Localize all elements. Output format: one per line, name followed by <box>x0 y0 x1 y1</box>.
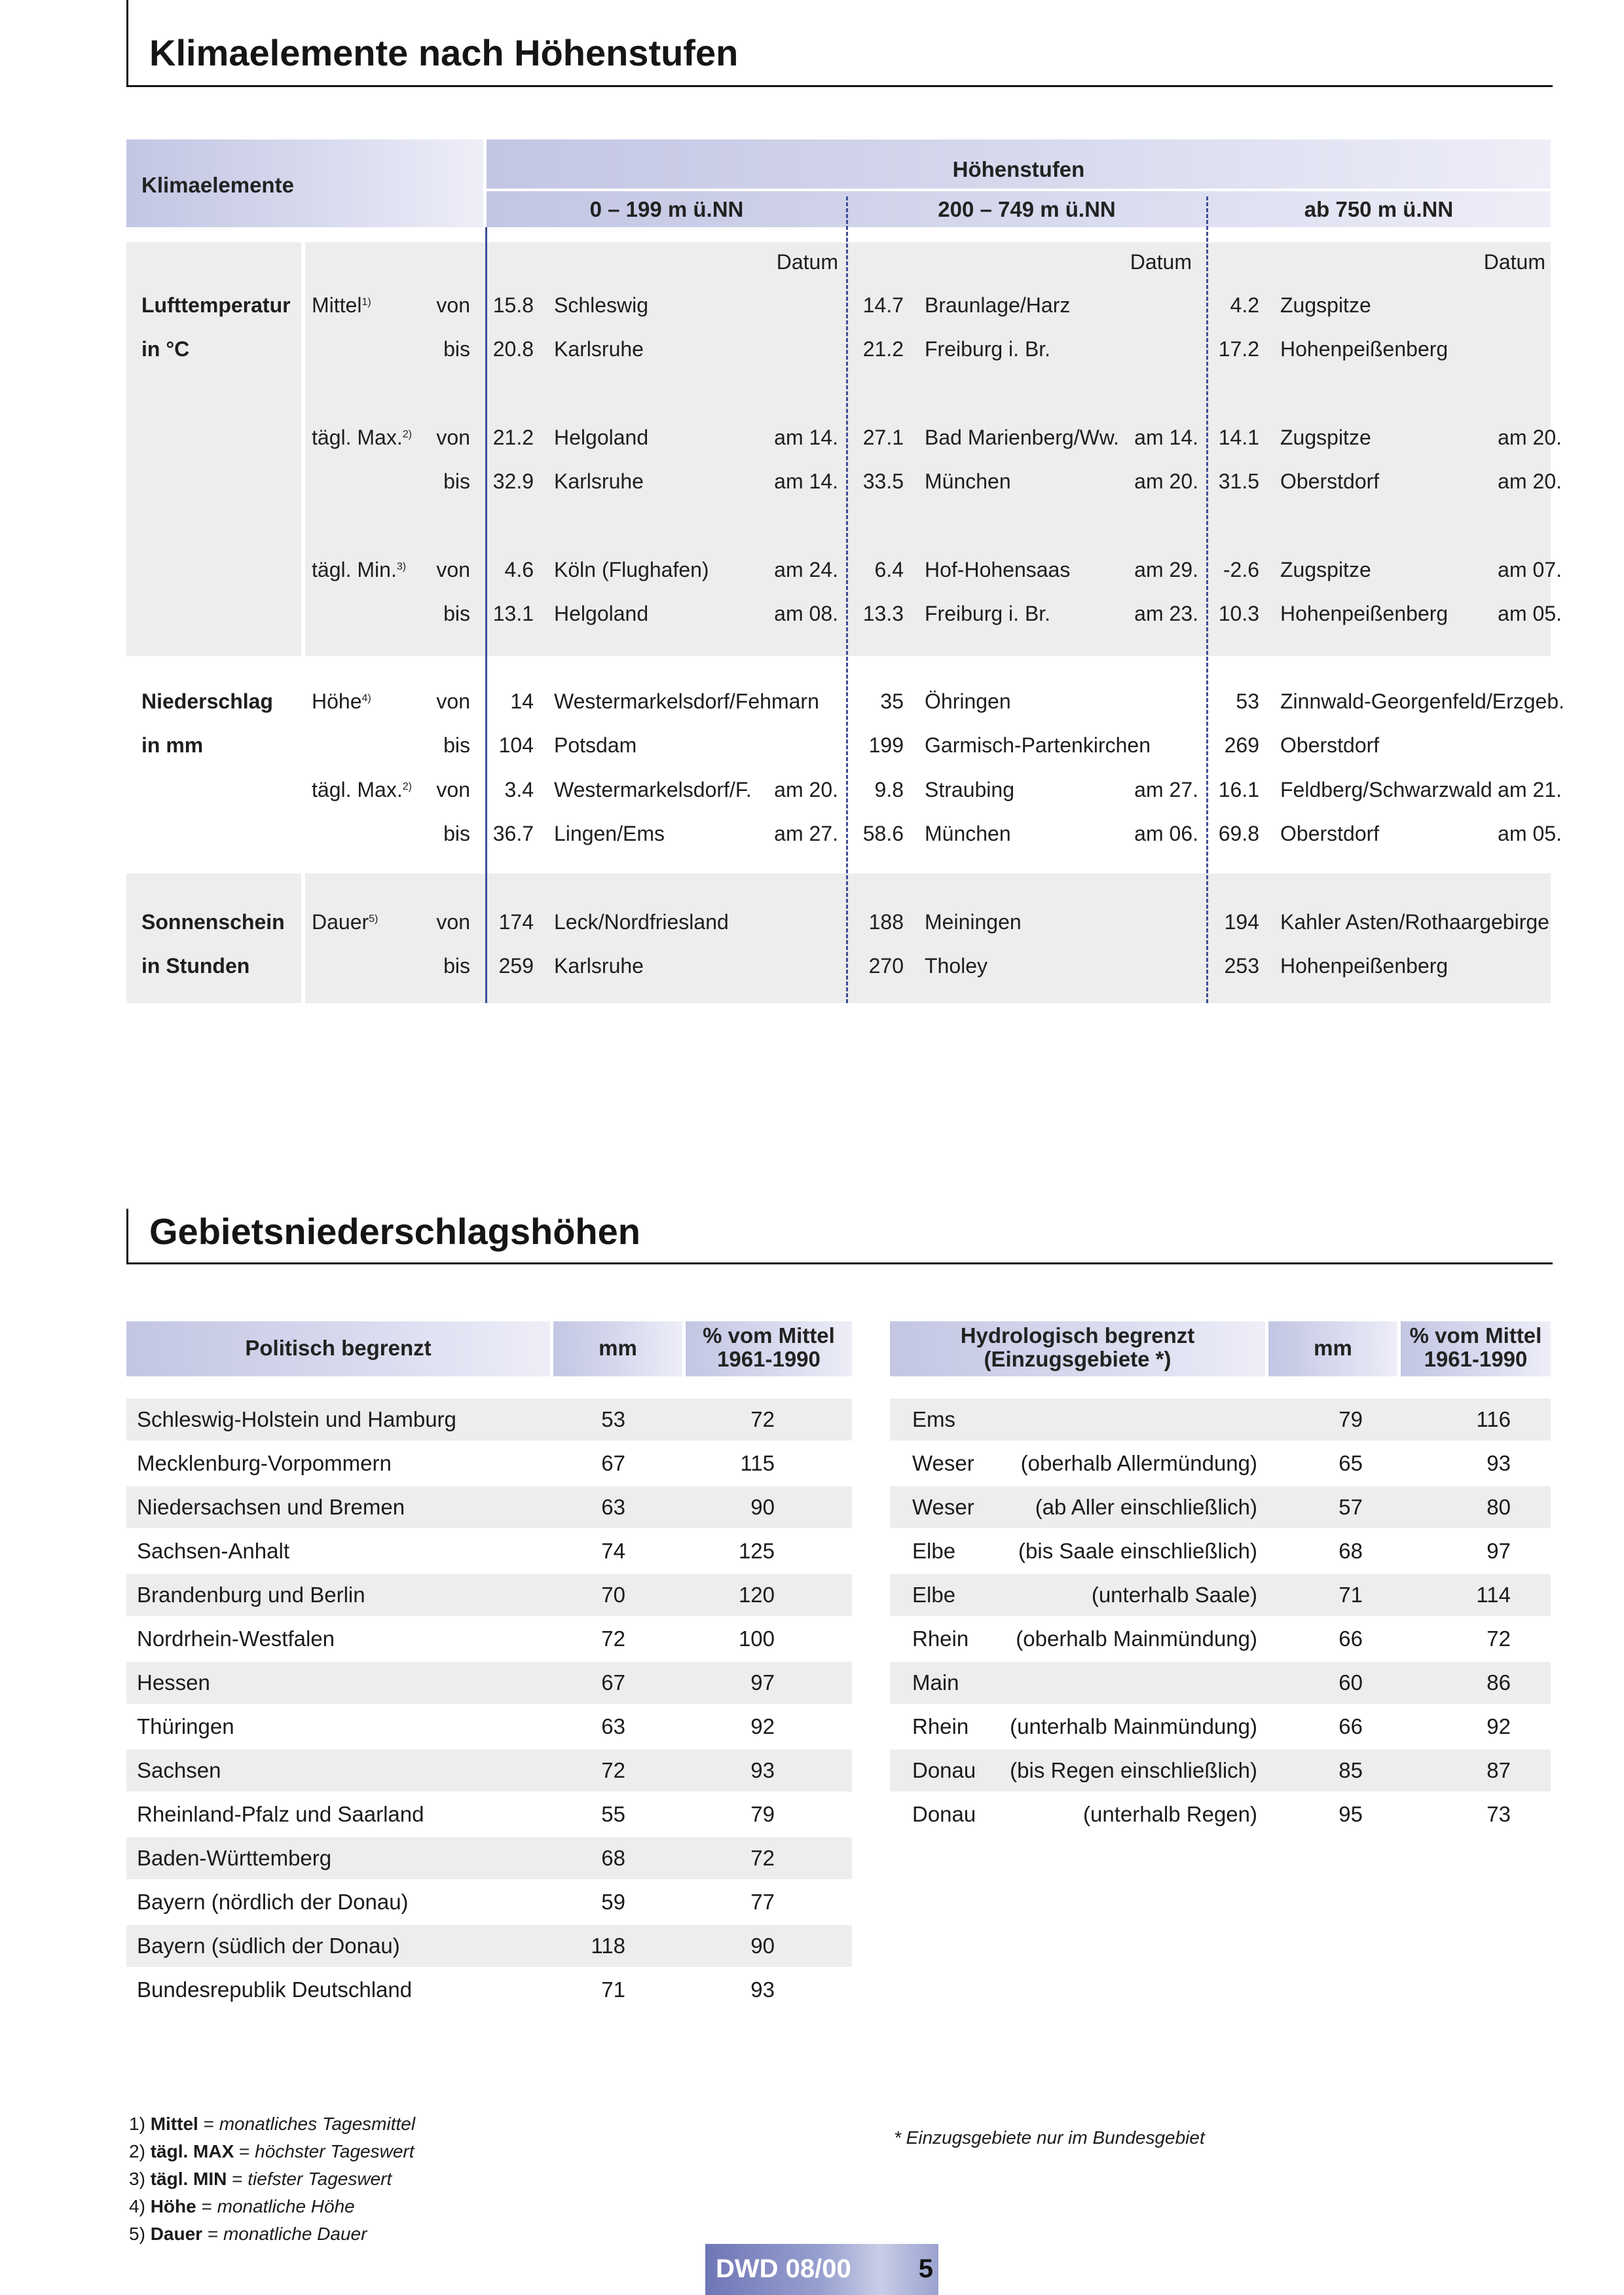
table-row <box>126 1750 852 1791</box>
mm-value: 70 <box>601 1583 625 1607</box>
pct-value: 97 <box>1486 1539 1511 1563</box>
river-name: Weser <box>912 1451 974 1475</box>
sub-hoehe: Höhe$^{4)}$ <box>312 689 371 713</box>
table-row <box>890 1486 1551 1528</box>
cell-station: Leck/Nordfriesland <box>554 910 729 934</box>
cell-date: am 06. <box>1134 822 1198 845</box>
pct-value: 92 <box>1486 1714 1511 1738</box>
cell-date: am 07. <box>1498 558 1562 581</box>
group-sun-label: Sonnenschein <box>141 910 285 934</box>
footnote-eq: = <box>232 2169 243 2189</box>
mm-value: 71 <box>601 1977 625 2002</box>
mm-value: 59 <box>601 1890 625 1914</box>
table-row <box>126 1442 852 1484</box>
footnote-eq: = <box>239 2141 250 2161</box>
cell-date: am 27. <box>1134 778 1198 801</box>
sub-mittel: Mittel$^{1)}$ <box>312 293 371 317</box>
cell-station: Feldberg/Schwarzwald <box>1280 778 1492 801</box>
table-row <box>890 1618 1551 1660</box>
cell-station: Lingen/Ems <box>554 822 665 845</box>
pct-value: 80 <box>1486 1495 1511 1519</box>
table-row <box>890 1530 1551 1572</box>
cell-value: 53 <box>1236 689 1259 713</box>
cell-station: Kahler Asten/Rothaargebirge <box>1280 910 1549 934</box>
region-name: Thüringen <box>137 1714 234 1738</box>
river-name: Main <box>912 1670 959 1695</box>
cell-value: 194 <box>1224 910 1259 934</box>
header-hoehenstufen: Höhenstufen <box>952 157 1085 181</box>
cell-value: 69.8 <box>1218 822 1259 845</box>
river-name: Elbe <box>912 1583 956 1607</box>
cell-value: 253 <box>1224 954 1259 978</box>
mm-value: 95 <box>1338 1802 1363 1826</box>
table-row <box>890 1706 1551 1748</box>
footnote-number: 1) <box>129 2114 145 2134</box>
cell-station: Zugspitze <box>1280 426 1371 449</box>
footnote-term: tägl. MIN <box>150 2169 227 2189</box>
river-part: (ab Aller einschließlich) <box>1035 1495 1257 1519</box>
pct-value: 90 <box>750 1934 775 1958</box>
cell-station: Oberstdorf <box>1280 733 1380 757</box>
cell-value: 16.1 <box>1218 778 1259 801</box>
cell-value: 10.3 <box>1218 602 1259 625</box>
footnote-eq: = <box>201 2196 212 2216</box>
cell-value: 14.7 <box>862 293 904 317</box>
right-header-mm-label: mm <box>1314 1336 1352 1360</box>
pct-value: 93 <box>750 1977 775 2002</box>
pct-value: 97 <box>750 1670 775 1695</box>
cell-station: Helgoland <box>554 602 649 625</box>
cell-date: am 24. <box>774 558 838 581</box>
table-row <box>126 1530 852 1572</box>
cell-station: Hof-Hohensaas <box>925 558 1071 581</box>
cell-station: Straubing <box>925 778 1014 801</box>
mm-value: 63 <box>601 1714 625 1738</box>
mm-value: 53 <box>601 1407 625 1431</box>
row-vonbis: bis <box>443 337 470 361</box>
cell-station: Potsdam <box>554 733 637 757</box>
table-row <box>890 1574 1551 1616</box>
cell-value: 17.2 <box>1218 337 1259 361</box>
cell-date: am 20. <box>1498 469 1562 493</box>
cell-station: Westermarkelsdorf/Fehmarn <box>554 689 819 713</box>
cell-value: 4.2 <box>1230 293 1259 317</box>
pct-value: 100 <box>738 1626 775 1651</box>
mm-value: 79 <box>1338 1407 1363 1431</box>
cell-station: Karlsruhe <box>554 469 644 493</box>
cell-value: 36.7 <box>492 822 534 845</box>
row-vonbis: bis <box>443 954 470 978</box>
region-name: Brandenburg und Berlin <box>137 1583 365 1607</box>
pct-value: 92 <box>750 1714 775 1738</box>
footnote-right: * Einzugsgebiete nur im Bundesgebiet <box>894 2127 1205 2148</box>
cell-value: 58.6 <box>862 822 904 845</box>
row-vonbis: von <box>436 426 470 449</box>
sub-tmin: tägl. Min.$^{3)}$ <box>312 558 407 581</box>
pct-value: 116 <box>1476 1407 1511 1431</box>
cell-date: am 14. <box>1134 426 1198 449</box>
mm-value: 118 <box>591 1934 625 1958</box>
region-name: Sachsen <box>137 1758 221 1782</box>
region-name: Hessen <box>137 1670 210 1695</box>
cell-date: am 05. <box>1498 822 1562 845</box>
cell-value: 21.2 <box>862 337 904 361</box>
cell-date: am 20. <box>774 778 838 801</box>
section-title: Gebietsniederschlagshöhen <box>149 1211 640 1252</box>
cell-station: Zinnwald-Georgenfeld/Erzgeb. <box>1280 689 1565 713</box>
river-name: Rhein <box>912 1714 969 1738</box>
row-vonbis: bis <box>443 602 470 625</box>
mm-value: 72 <box>601 1758 625 1782</box>
table-row <box>890 1662 1551 1704</box>
row-vonbis: bis <box>443 733 470 757</box>
cell-station: Oberstdorf <box>1280 469 1380 493</box>
mm-value: 72 <box>601 1626 625 1651</box>
section-header-gebietsniederschlag <box>126 1209 1553 1264</box>
pct-value: 90 <box>750 1495 775 1519</box>
pct-value: 125 <box>738 1539 775 1563</box>
cell-date: am 23. <box>1134 602 1198 625</box>
river-part: (bis Regen einschließlich) <box>1010 1758 1257 1782</box>
footnote-desc: monatliche Dauer <box>223 2224 367 2244</box>
footnote-term: tägl. MAX <box>150 2141 234 2161</box>
header-zone-2: 200 – 749 m ü.NN <box>938 197 1116 221</box>
pct-value: 77 <box>750 1890 775 1914</box>
band-sep <box>301 873 305 1003</box>
pct-value: 72 <box>750 1407 775 1431</box>
river-name: Rhein <box>912 1626 969 1651</box>
row-vonbis: bis <box>443 822 470 845</box>
cell-station: Karlsruhe <box>554 954 644 978</box>
left-header-mm-label: mm <box>599 1336 637 1360</box>
cell-date: am 14. <box>774 469 838 493</box>
footnote-term: Mittel <box>150 2114 198 2134</box>
cell-value: 15.8 <box>492 293 534 317</box>
river-part: (oberhalb Mainmündung) <box>1016 1626 1257 1651</box>
header-divider <box>487 189 1551 191</box>
pct-value: 72 <box>750 1846 775 1870</box>
mm-value: 66 <box>1338 1626 1363 1651</box>
cell-station: Zugspitze <box>1280 293 1371 317</box>
sub-pmax: tägl. Max.$^{2)}$ <box>312 778 412 801</box>
table-row <box>126 1881 852 1923</box>
cell-value: 174 <box>498 910 534 934</box>
river-part: (bis Saale einschließlich) <box>1018 1539 1257 1563</box>
region-name: Sachsen-Anhalt <box>137 1539 289 1563</box>
table-row <box>126 1618 852 1660</box>
cell-station: Helgoland <box>554 426 649 449</box>
group-temperature-label: Lufttemperatur <box>141 293 291 317</box>
mm-value: 68 <box>1338 1539 1363 1563</box>
cell-station: Tholey <box>925 954 988 978</box>
cell-station: Freiburg i. Br. <box>925 602 1051 625</box>
footnote <box>129 2110 415 2138</box>
cell-station: Freiburg i. Br. <box>925 337 1051 361</box>
cell-value: 270 <box>868 954 904 978</box>
cell-value: -2.6 <box>1223 558 1259 581</box>
cell-station: Karlsruhe <box>554 337 644 361</box>
footnote <box>129 2165 392 2193</box>
river-part: (unterhalb Saale) <box>1091 1583 1257 1607</box>
cell-station: Zugspitze <box>1280 558 1371 581</box>
left-header-region-label: Politisch begrenzt <box>245 1336 432 1360</box>
pct-value: 86 <box>1486 1670 1511 1695</box>
cell-value: 13.1 <box>492 602 534 625</box>
footnote <box>129 2138 415 2165</box>
table-row <box>126 1662 852 1704</box>
river-part: (oberhalb Allermündung) <box>1020 1451 1257 1475</box>
river-name: Ems <box>912 1407 955 1431</box>
footnote-number: 4) <box>129 2196 145 2216</box>
pct-value: 120 <box>738 1583 775 1607</box>
footnote-eq: = <box>203 2114 214 2134</box>
mm-value: 66 <box>1338 1714 1363 1738</box>
datum-label: Datum <box>776 250 838 274</box>
right-header-region-label: Hydrologisch begrenzt (Einzugsgebiete *) <box>960 1323 1195 1371</box>
mm-value: 65 <box>1338 1451 1363 1475</box>
cell-date: am 21. <box>1498 778 1562 801</box>
mm-value: 60 <box>1338 1670 1363 1695</box>
mm-value: 71 <box>1338 1583 1363 1607</box>
cell-date: am 27. <box>774 822 838 845</box>
pct-value: 93 <box>750 1758 775 1782</box>
pct-value: 73 <box>1486 1802 1511 1826</box>
footnote-number: 2) <box>129 2141 145 2161</box>
region-name: Bundesrepublik Deutschland <box>137 1977 413 2002</box>
footnote-term: Dauer <box>150 2224 203 2244</box>
cell-station: Hohenpeißenberg <box>1280 954 1449 978</box>
section-header-klimaelemente <box>126 0 1553 87</box>
cell-station: München <box>925 822 1011 845</box>
group-temperature-unit: in °C <box>141 337 190 361</box>
datum-label: Datum <box>1483 250 1545 274</box>
band-sep <box>301 242 305 656</box>
cell-date: am 29. <box>1134 558 1198 581</box>
cell-date: am 14. <box>774 426 838 449</box>
cell-value: 6.4 <box>874 558 904 581</box>
river-name: Donau <box>912 1758 976 1782</box>
table-row <box>126 1399 852 1441</box>
cell-value: 14 <box>510 689 534 713</box>
footer-label: DWD 08/00 <box>716 2254 851 2283</box>
footnote-number: 5) <box>129 2224 145 2244</box>
river-part: (unterhalb Mainmündung) <box>1010 1714 1257 1738</box>
table-row <box>890 1793 1551 1835</box>
sub-tmax: tägl. Max.$^{2)}$ <box>312 426 412 449</box>
row-vonbis: von <box>436 910 470 934</box>
table-row <box>126 1486 852 1528</box>
table-row <box>126 1925 852 1967</box>
sub-dauer: Dauer$^{5)}$ <box>312 910 378 934</box>
cell-value: 9.8 <box>874 778 904 801</box>
mm-value: 67 <box>601 1451 625 1475</box>
cell-value: 20.8 <box>492 337 534 361</box>
river-name: Elbe <box>912 1539 956 1563</box>
cell-value: 14.1 <box>1218 426 1259 449</box>
footnote-number: 3) <box>129 2169 145 2189</box>
header-zone-3: ab 750 m ü.NN <box>1304 197 1454 221</box>
mm-value: 74 <box>601 1539 625 1563</box>
row-vonbis: von <box>436 558 470 581</box>
table-row <box>126 1706 852 1748</box>
cell-station: Hohenpeißenberg <box>1280 337 1449 361</box>
pct-value: 72 <box>1486 1626 1511 1651</box>
right-header-pct-label: % vom Mittel 1961-1990 <box>1409 1323 1542 1371</box>
row-vonbis: von <box>436 689 470 713</box>
cell-value: 259 <box>498 954 534 978</box>
cell-station: Braunlage/Harz <box>925 293 1071 317</box>
river-name: Donau <box>912 1802 976 1826</box>
table-row <box>890 1442 1551 1484</box>
cell-value: 32.9 <box>492 469 534 493</box>
cell-value: 199 <box>868 733 904 757</box>
mm-value: 67 <box>601 1670 625 1695</box>
footnote-eq: = <box>207 2224 219 2244</box>
pct-value: 93 <box>1486 1451 1511 1475</box>
pct-value: 114 <box>1476 1583 1511 1607</box>
footnote <box>129 2220 367 2248</box>
table-row <box>890 1399 1551 1441</box>
region-name: Bayern (nördlich der Donau) <box>137 1890 409 1914</box>
header-klimaelemente: Klimaelemente <box>141 173 294 197</box>
group-sun-unit: in Stunden <box>141 954 250 978</box>
mm-value: 85 <box>1338 1758 1363 1782</box>
mm-value: 57 <box>1338 1495 1363 1519</box>
page-footer <box>705 2244 938 2295</box>
band-sunshine <box>126 873 1551 1003</box>
cell-station: Köln (Flughafen) <box>554 558 709 581</box>
cell-value: 21.2 <box>492 426 534 449</box>
cell-station: Öhringen <box>925 689 1011 713</box>
group-precip-unit: in mm <box>141 733 204 757</box>
region-name: Mecklenburg-Vorpommern <box>137 1451 392 1475</box>
cell-station: Hohenpeißenberg <box>1280 602 1449 625</box>
cell-date: am 20. <box>1134 469 1198 493</box>
cell-station: Bad Marienberg/Ww. <box>925 426 1120 449</box>
cell-value: 27.1 <box>862 426 904 449</box>
table-row <box>126 1574 852 1616</box>
page-number: 5 <box>918 2254 933 2283</box>
region-name: Baden-Württemberg <box>137 1846 332 1870</box>
table-row <box>126 1969 852 2011</box>
cell-date: am 08. <box>774 602 838 625</box>
left-header-pct-label: % vom Mittel 1961-1990 <box>703 1323 835 1371</box>
pct-value: 115 <box>740 1451 775 1475</box>
river-part: (unterhalb Regen) <box>1083 1802 1257 1826</box>
mm-value: 63 <box>601 1495 625 1519</box>
cell-value: 35 <box>880 689 904 713</box>
cell-station: München <box>925 469 1011 493</box>
cell-value: 3.4 <box>504 778 534 801</box>
region-name: Niedersachsen und Bremen <box>137 1495 405 1519</box>
footnote-desc: höchster Tageswert <box>255 2141 415 2161</box>
table-row <box>890 1750 1551 1791</box>
cell-value: 31.5 <box>1218 469 1259 493</box>
cell-value: 4.6 <box>504 558 534 581</box>
cell-value: 188 <box>868 910 904 934</box>
cell-station: Oberstdorf <box>1280 822 1380 845</box>
footnote-desc: tiefster Tageswert <box>248 2169 392 2189</box>
footnote-term: Höhe <box>150 2196 196 2216</box>
region-name: Schleswig-Holstein und Hamburg <box>137 1407 456 1431</box>
datum-label: Datum <box>1130 250 1192 274</box>
cell-station: Meiningen <box>925 910 1022 934</box>
footnote-desc: monatliches Tagesmittel <box>219 2114 416 2134</box>
cell-value: 13.3 <box>862 602 904 625</box>
footnote <box>129 2193 355 2220</box>
row-vonbis: bis <box>443 469 470 493</box>
cell-station: Westermarkelsdorf/F. <box>554 778 752 801</box>
region-name: Rheinland-Pfalz und Saarland <box>137 1802 424 1826</box>
cell-value: 269 <box>1224 733 1259 757</box>
table-row <box>126 1793 852 1835</box>
header-zone-1: 0 – 199 m ü.NN <box>589 197 744 221</box>
mm-value: 55 <box>601 1802 625 1826</box>
group-precip-label: Niederschlag <box>141 689 273 713</box>
row-vonbis: von <box>436 778 470 801</box>
region-name: Bayern (südlich der Donau) <box>137 1934 400 1958</box>
cell-station: Garmisch-Partenkirchen <box>925 733 1151 757</box>
footnote-desc: monatliche Höhe <box>217 2196 355 2216</box>
section-title: Klimaelemente nach Höhenstufen <box>149 32 739 73</box>
river-name: Weser <box>912 1495 974 1519</box>
cell-value: 33.5 <box>862 469 904 493</box>
cell-date: am 20. <box>1498 426 1562 449</box>
region-name: Nordrhein-Westfalen <box>137 1626 335 1651</box>
cell-date: am 05. <box>1498 602 1562 625</box>
row-vonbis: von <box>436 293 470 317</box>
cell-value: 104 <box>498 733 534 757</box>
pct-value: 87 <box>1486 1758 1511 1782</box>
table-row <box>126 1837 852 1879</box>
pct-value: 79 <box>750 1802 775 1826</box>
cell-station: Schleswig <box>554 293 649 317</box>
mm-value: 68 <box>601 1846 625 1870</box>
